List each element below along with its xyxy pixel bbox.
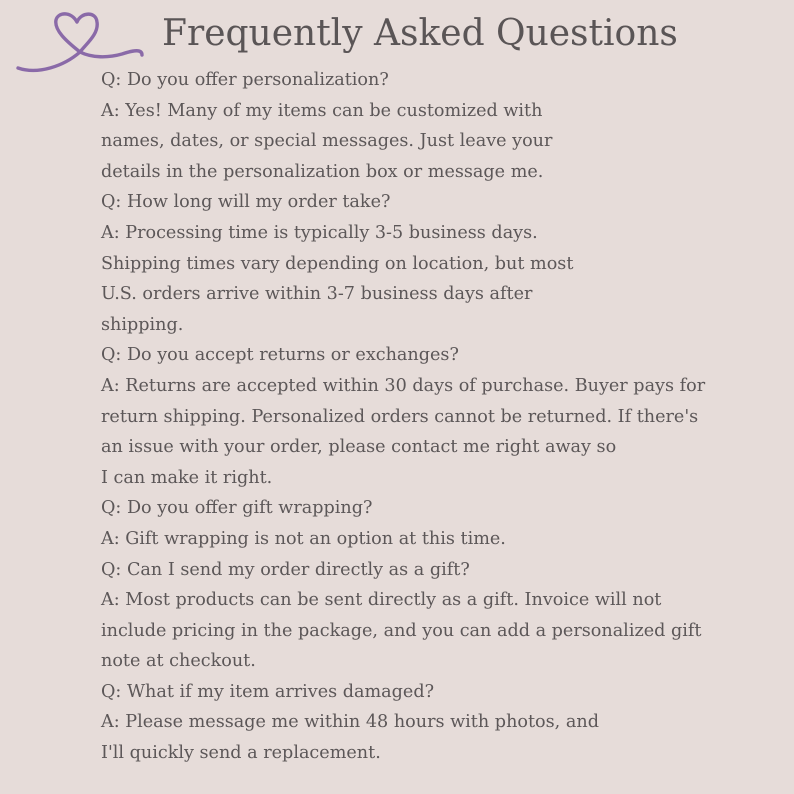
faq-question: Q: Can I send my order directly as a gift? bbox=[101, 559, 470, 580]
faq-question: Q: Do you offer personalization? bbox=[101, 70, 389, 90]
faq-question: Q: How long will my order take? bbox=[101, 192, 391, 213]
faq-answer: U.S. orders arrive within 3-7 business days after bbox=[101, 284, 533, 305]
faq-answer: I can make it right. bbox=[101, 467, 273, 488]
faq-answer: names, dates, or special messages. Just leave your bbox=[101, 131, 553, 152]
faq-answer: return shipping. Personalized orders cannot be returned. If there's bbox=[101, 406, 699, 427]
faq-answer: A: Returns are accepted within 30 days of purchase. Buyer pays for bbox=[101, 375, 706, 396]
faq-list bbox=[101, 65, 786, 769]
faq-answer: A: Yes! Many of my items can be customized with bbox=[101, 100, 543, 121]
faq-answer: note at checkout. bbox=[101, 651, 256, 672]
faq-answer: shipping. bbox=[101, 314, 184, 335]
faq-answer: A: Gift wrapping is not an option at this time. bbox=[101, 528, 506, 549]
faq-answer: include pricing in the package, and you can add a personalized gift bbox=[101, 620, 702, 641]
faq-question: Q: Do you offer gift wrapping? bbox=[101, 498, 373, 519]
faq-answer: details in the personalization box or message me. bbox=[101, 161, 544, 182]
faq-question: Q: Do you accept returns or exchanges? bbox=[101, 345, 459, 366]
faq-answer: A: Most products can be sent directly as a gift. Invoice will not bbox=[101, 590, 662, 611]
faq-answer: Shipping times vary depending on location, but most bbox=[101, 253, 574, 274]
faq-question: Q: What if my item arrives damaged? bbox=[101, 681, 435, 702]
faq-answer: an issue with your order, please contact me right away so bbox=[101, 437, 617, 458]
faq-answer: I'll quickly send a replacement. bbox=[101, 743, 381, 764]
faq-answer: A: Please message me within 48 hours with photos, and bbox=[101, 712, 599, 733]
faq-answer: A: Processing time is typically 3-5 business days. bbox=[101, 222, 538, 243]
page-title: Frequently Asked Questions bbox=[162, 13, 678, 54]
